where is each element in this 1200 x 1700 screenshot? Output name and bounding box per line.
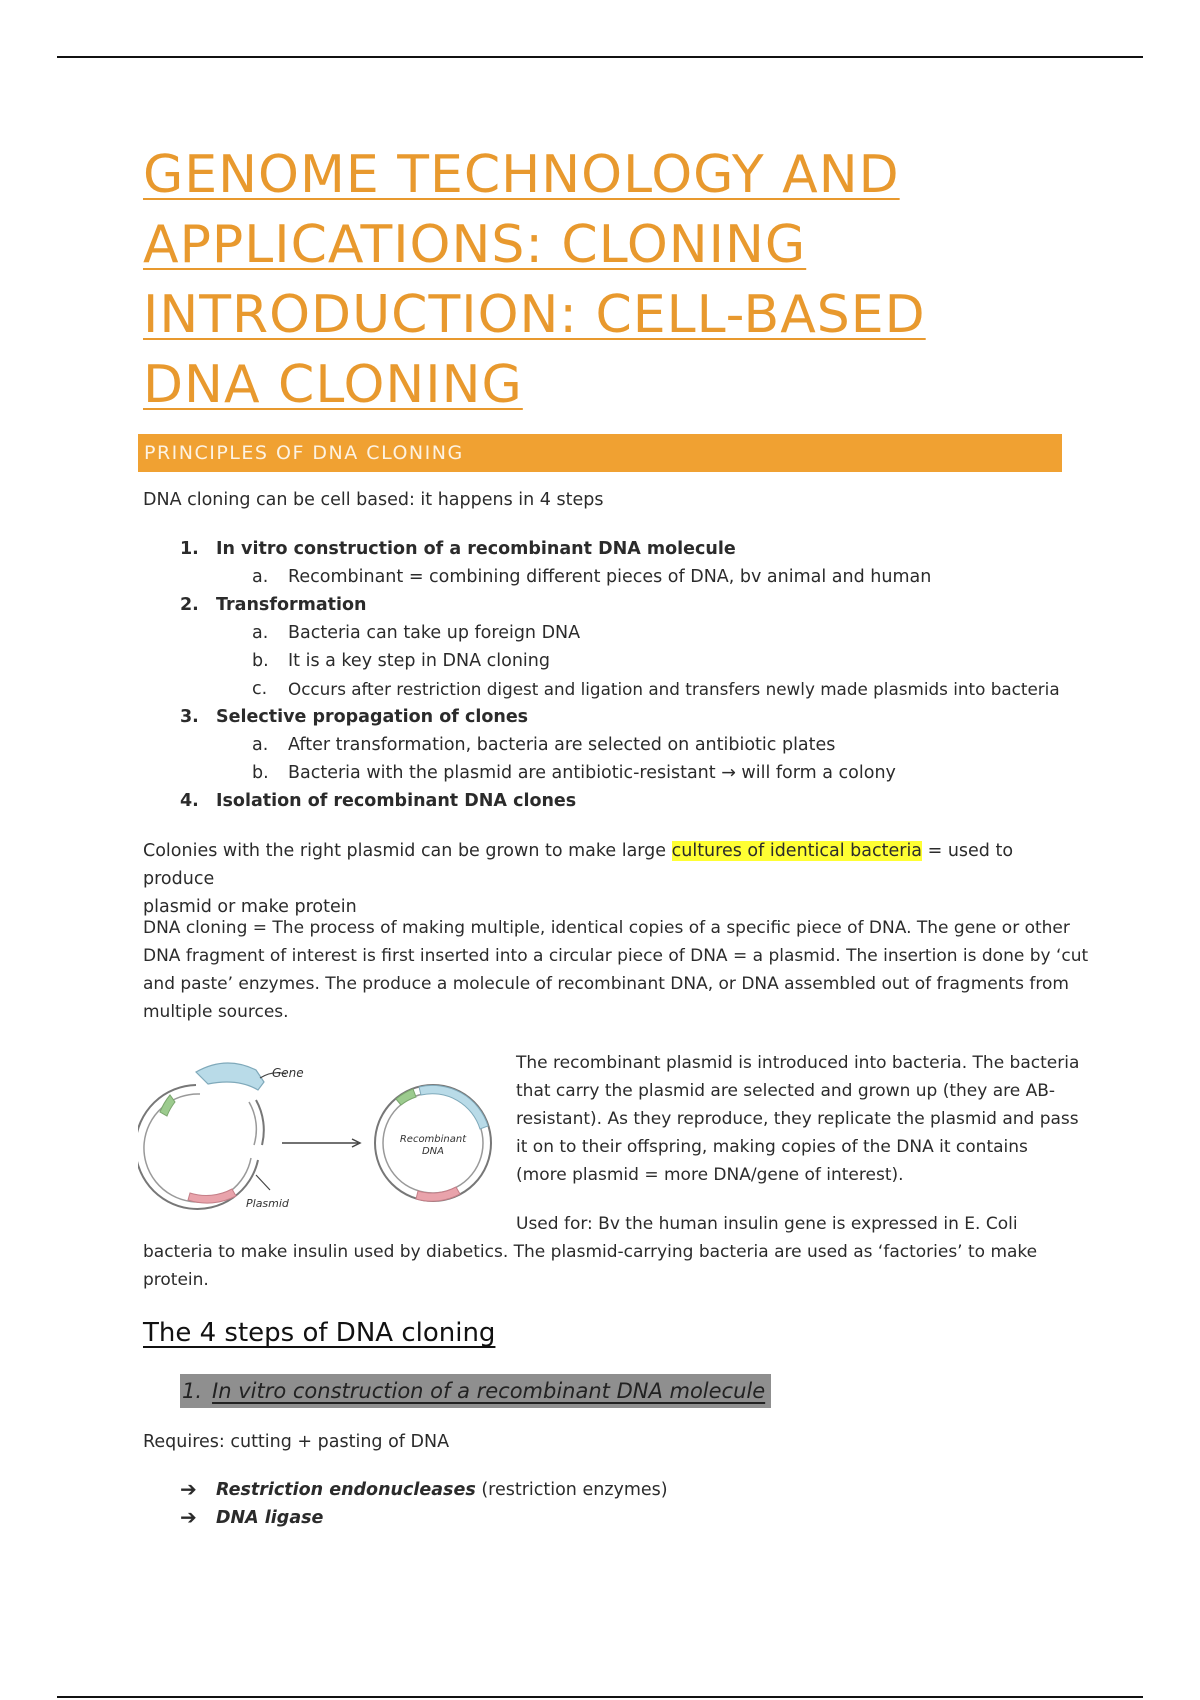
requires-paragraph: Requires: cutting + pasting of DNA <box>143 1432 450 1452</box>
bottom-rule <box>57 1696 1143 1698</box>
top-rule <box>57 56 1143 58</box>
definition-paragraph <box>143 914 1089 1026</box>
side-paragraph <box>516 1049 1080 1189</box>
side-line: (more plasmid = more DNA/gene of interest). <box>516 1165 904 1185</box>
gene-label: Gene <box>272 1066 304 1080</box>
title-line-1: GENOME TECHNOLOGY AND <box>143 145 900 205</box>
right-arrow-icon: ➔ <box>180 1505 197 1529</box>
open-plasmid-inner <box>144 1094 251 1202</box>
colonies-highlight: cultures of identical bacteria <box>671 841 923 861</box>
title-line-4: DNA CLONING <box>143 355 523 415</box>
used-for-line-3: protein. <box>143 1270 209 1290</box>
step-2-sub-c-letter: c. <box>252 679 268 699</box>
section-banner: PRINCIPLES OF DNA CLONING <box>138 434 1062 472</box>
definition-line: DNA cloning = The process of making multiple, identical copies of a specific piece of DNA. The gene or other <box>143 918 1070 938</box>
subsection-number: 1. <box>182 1379 203 1403</box>
subsection-heading <box>180 1374 771 1408</box>
section-heading: The 4 steps of DNA cloning <box>143 1318 496 1348</box>
step-3-label: Selective propagation of clones <box>216 707 529 727</box>
recombinant-label-1: Recombinant <box>399 1134 467 1145</box>
step-4-number: 4. <box>180 791 199 811</box>
step-3-sub-a-text: After transformation, bacteria are selected on antibiotic plates <box>288 735 836 755</box>
step-3-sub-a-letter: a. <box>252 735 269 755</box>
step-3-number: 3. <box>180 707 199 727</box>
used-for-line-2: bacteria to make insulin used by diabetics. The plasmid-carrying bacteria are used as ‘factories’ to make <box>143 1242 1038 1262</box>
step-2-sub-b-letter: b. <box>252 651 269 671</box>
step-1-number: 1. <box>180 539 199 559</box>
step-2-sub-b-text: It is a key step in DNA cloning <box>288 651 550 671</box>
step-2-label: Transformation <box>216 595 367 615</box>
side-line: resistant). As they reproduce, they replicate the plasmid and pass <box>516 1109 1079 1129</box>
document-title <box>143 140 1043 420</box>
title-line-3: INTRODUCTION: CELL-BASED <box>143 285 926 345</box>
colonies-text-pre: Colonies with the right plasmid can be grown to make large <box>143 841 672 861</box>
side-line: that carry the plasmid are selected and grown up (they are AB- <box>516 1081 1056 1101</box>
bullet-2-bold: DNA ligase <box>216 1508 324 1528</box>
right-arrow-icon: ➔ <box>180 1477 197 1501</box>
step-2-sub-a-letter: a. <box>252 623 269 643</box>
colonies-text-post: = used to produce <box>143 841 1014 889</box>
colonies-text-line2: plasmid or make protein <box>143 897 357 917</box>
used-for-line-1: Used for: Bv the human insulin gene is expressed in E. Coli <box>516 1214 1018 1234</box>
step-4-label: Isolation of recombinant DNA clones <box>216 791 577 811</box>
step-2-sub-a-text: Bacteria can take up foreign DNA <box>288 623 581 643</box>
recombinant-gene-segment <box>419 1085 488 1129</box>
step-2-sub-c-text: Occurs after restriction digest and ligation and transfers newly made plasmids into bacteria <box>288 679 1060 699</box>
open-plasmid-outer <box>138 1085 258 1209</box>
side-line: it on to their offspring, making copies of the DNA it contains <box>516 1137 1028 1157</box>
plasmid-pointer <box>256 1175 270 1190</box>
recombinant-label-2: DNA <box>421 1146 445 1157</box>
recombinant-pink-segment <box>416 1187 460 1201</box>
intro-paragraph: DNA cloning can be cell based: it happens in 4 steps <box>143 490 604 510</box>
side-line: The recombinant plasmid is introduced into bacteria. The bacteria <box>516 1053 1080 1073</box>
open-plasmid-right-inner <box>249 1102 256 1145</box>
plasmid-diagram <box>138 1050 508 1220</box>
open-plasmid-right-outer <box>256 1100 264 1145</box>
bullet-1-rest: (restriction enzymes) <box>475 1480 668 1500</box>
step-1-sub-a-text: Recombinant = combining different pieces of DNA, bv animal and human <box>288 567 932 587</box>
plasmid-label: Plasmid <box>246 1197 289 1210</box>
step-3-sub-b-text: Bacteria with the plasmid are antibiotic-resistant → will form a colony <box>288 763 896 783</box>
step-3-sub-b-letter: b. <box>252 763 269 783</box>
colonies-paragraph <box>143 837 1063 921</box>
step-2-number: 2. <box>180 595 199 615</box>
title-line-2: APPLICATIONS: CLONING <box>143 215 807 275</box>
subsection-title: In vitro construction of a recombinant DNA molecule <box>212 1379 766 1403</box>
gene-insert <box>196 1063 264 1090</box>
bullet-1-bold: Restriction endonucleases <box>216 1480 476 1500</box>
definition-line: DNA fragment of interest is first inserted into a circular piece of DNA = a plasmid. The insertion is done by ‘cut <box>143 946 1089 966</box>
green-segment <box>160 1095 175 1116</box>
definition-line: multiple sources. <box>143 1002 289 1022</box>
definition-line: and paste’ enzymes. The produce a molecule of recombinant DNA, or DNA assembled out of fragments from <box>143 974 1069 994</box>
step-1-label: In vitro construction of a recombinant DNA molecule <box>216 539 736 559</box>
step-1-sub-a-letter: a. <box>252 567 269 587</box>
